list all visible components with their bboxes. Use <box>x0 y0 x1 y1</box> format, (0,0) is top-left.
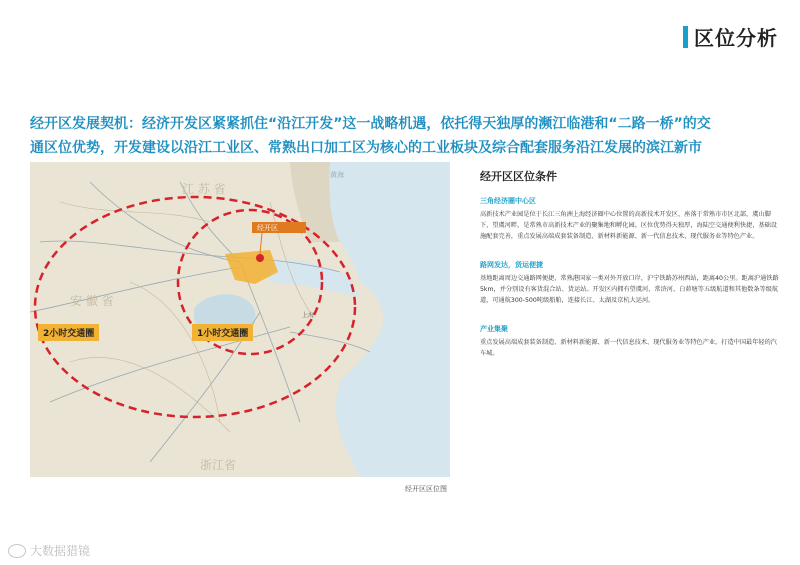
map-caption: 经开区区位图 <box>405 485 447 493</box>
watermark-text: 大数据猎镜 <box>30 544 91 558</box>
province-label-west: 安 徽 省 <box>70 294 114 308</box>
conditions-title: 经开区区位条件 <box>480 170 557 183</box>
location-map <box>30 162 450 477</box>
condition-section <box>480 260 780 306</box>
province-label-south: 浙江省 <box>200 458 237 472</box>
section-body: 高新技术产业园是位于长江三角洲上海经济圈中心位置的高新技术开发区，座落于常熟市市区北部，虞山脚下，望虞河畔，是常熟市高新技术产业的聚集地和孵化园。区位优势得天独厚，海陆空交通便利快捷，基础设施配套完善，重点发展高端成套装备制造、新材料新能源、新一代信息技术、现代服务业等特色产业。 <box>480 211 777 240</box>
minor-roads <box>60 202 310 432</box>
section-body: 基地距离周边交通路网便捷，常熟港国家一类对外开放口岸，沪宁铁路苏州西站，距离40公里。距离沪通铁路5km，并分别设有客货混合站、货运站。开发区内拥有望虞河、常浒河、白茆塘等五级航道和其他数条等级航道，可通航300-500吨级船舶，连接长江、太湖及京杭大运河。 <box>480 275 779 304</box>
section-heading: 路网发达，货运便捷 <box>480 261 543 269</box>
city-label-shanghai: 上海 <box>302 312 315 319</box>
province-label-north: 江 苏 省 <box>182 182 226 196</box>
intro-line-1: 经开区发展契机：经济开发区紧紧抓住“沿江开发”这一战略机遇，依托得天独厚的濒江临港和“二路一桥”的交 <box>30 116 711 132</box>
sea-area <box>327 162 450 477</box>
watermark-logo-icon <box>8 544 26 558</box>
ring-2-hour-label: 2小时交通圈 <box>38 324 99 341</box>
section-heading: 三角经济圈中心区 <box>480 197 536 205</box>
page-title: 区位分析 <box>694 26 778 50</box>
condition-section <box>480 324 780 359</box>
section-body: 重点发展高端成套装备制造、新材料新能源、新一代信息技术、现代服务业等特色产业。打造中国最年轻的汽车城。 <box>480 339 777 357</box>
watermark <box>8 542 90 559</box>
map-svg <box>30 162 450 477</box>
section-heading: 产业集聚 <box>480 325 508 333</box>
location-conditions <box>480 168 780 377</box>
zone-label: 经开区 <box>257 224 278 232</box>
ring-1-hour-label: 1小时交通圈 <box>192 324 253 341</box>
zone-marker <box>256 254 264 262</box>
intro-line-2: 通区位优势，开发建设以沿江工业区、常熟出口加工区为核心的工业板块及综合配套服务沿江发展的滨江新市 <box>30 140 702 156</box>
condition-section <box>480 196 780 242</box>
header-accent-bar <box>683 26 688 48</box>
page-header <box>683 22 778 51</box>
sea-label: 黄海 <box>330 171 344 179</box>
